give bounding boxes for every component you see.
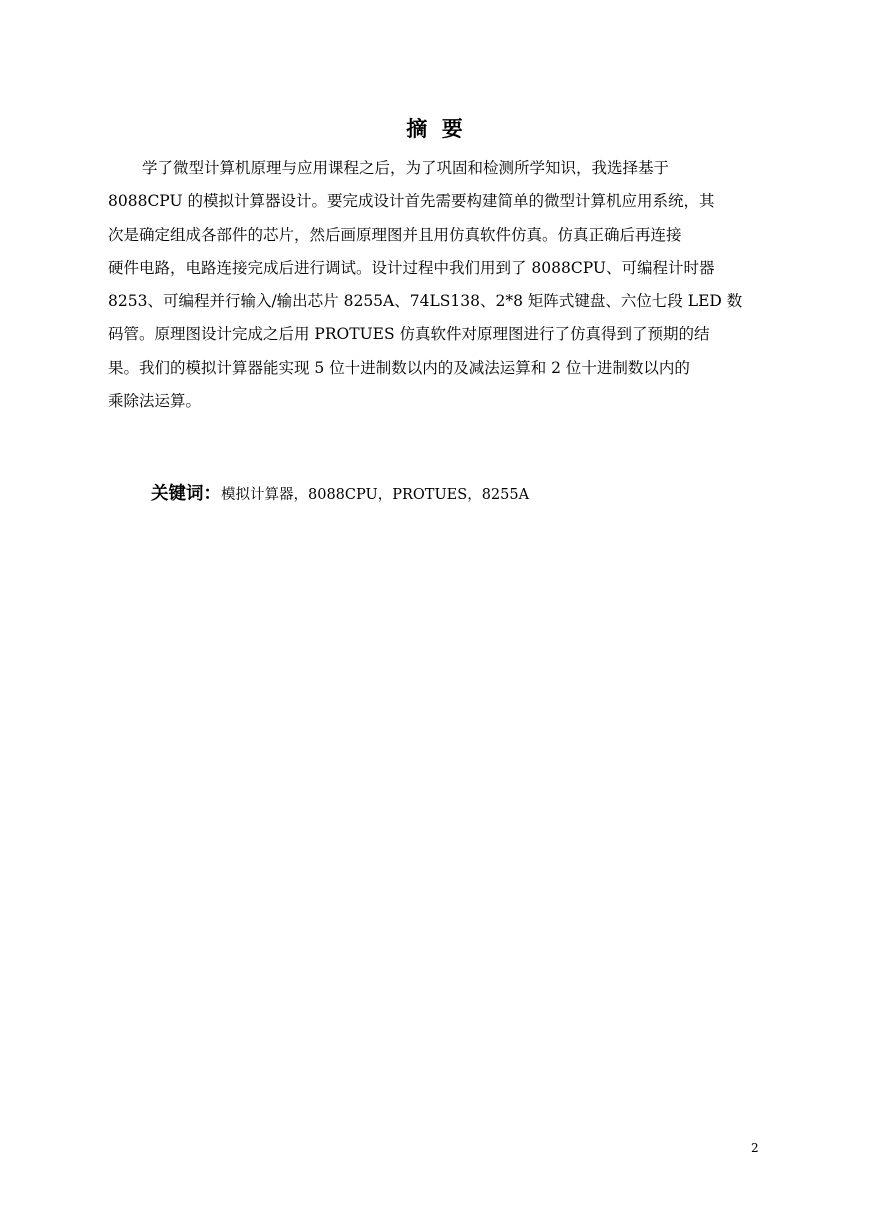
abstract-line: 硬件电路，电路连接完成后进行调试。设计过程中我们用到了 8088CPU、可编程计时器 — [108, 258, 715, 277]
abstract-line: 8253、可编程并行输入/输出芯片 8255A、74LS138、2*8 矩阵式键盘、六位七段 LED 数 — [108, 292, 743, 311]
abstract-body — [108, 152, 763, 418]
page-number: 2 — [751, 1141, 759, 1155]
abstract-line: 学了微型计算机原理与应用课程之后，为了巩固和检测所学知识，我选择基于 — [142, 159, 670, 177]
abstract-line: 8088CPU 的模拟计算器设计。要完成设计首先需要构建简单的微型计算机应用系统，其 — [108, 192, 715, 211]
abstract-line: 果。我们的模拟计算器能实现 5 位十进制数以内的及减法运算和 2 位十进制数以内的 — [108, 358, 690, 377]
abstract-line: 次是确定组成各部件的芯片，然后画原理图并且用仿真软件仿真。仿真正确后再连接 — [108, 225, 682, 244]
abstract-title: 摘 要 — [406, 117, 463, 141]
abstract-line: 乘除法运算。 — [108, 392, 202, 411]
keywords-label: 关键词： — [151, 484, 221, 504]
keywords — [151, 481, 529, 508]
abstract-line: 码管。原理图设计完成之后用 PROTUES 仿真软件对原理图进行了仿真得到了预期的结 — [108, 325, 710, 344]
keywords-values: 模拟计算器，8088CPU，PROTUES，8255A — [221, 487, 530, 503]
